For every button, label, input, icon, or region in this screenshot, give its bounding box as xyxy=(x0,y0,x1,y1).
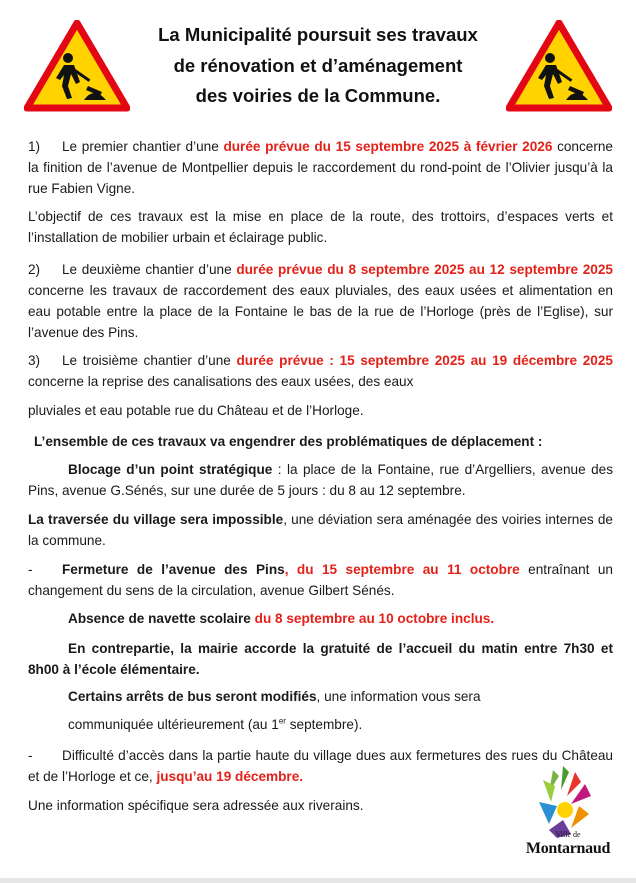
text: Difficulté d’accès dans la partie haute du village dues aux fermetures des rues du Château et de l’Horloge et ce, xyxy=(28,748,613,784)
date-highlight: durée prévue : 15 septembre 2025 au 19 décembre 2025 xyxy=(236,353,613,368)
text: En contrepartie, la mairie accorde la gratuité de l’accueil du matin entre 7h30 et 8h00 à l’école élémentaire. xyxy=(28,641,613,677)
text: communiquée ultérieurement (au 1 xyxy=(68,717,279,732)
text: septembre). xyxy=(285,717,363,732)
list-dash: - xyxy=(28,562,33,577)
paragraph-3 xyxy=(28,350,613,392)
bold-text: Certains arrêts de bus seront modifiés xyxy=(68,689,317,704)
bus-paragraph xyxy=(28,686,613,707)
logo-caption: Montarnaud xyxy=(525,840,611,857)
paragraph-3b: pluviales et eau potable rue du Château et de l’Horloge. xyxy=(28,403,364,418)
blocage-paragraph xyxy=(28,459,613,501)
date-highlight: du 8 septembre au 10 octobre inclus. xyxy=(250,611,495,626)
item-number: 3) xyxy=(28,353,41,368)
text: entraînant un changement du sens de la circulation, avenue Gilbert Sénés. xyxy=(28,562,613,598)
paragraph-1b: L’objectif de ces travaux est la mise en place de la route, des trottoirs, d’espaces verts et l’installation de mobilier urbain et éclairage public. xyxy=(28,209,613,245)
text: Le premier chantier d’une xyxy=(62,139,224,154)
difficulte-paragraph xyxy=(28,745,613,787)
bus-paragraph-2 xyxy=(28,714,613,735)
text: , une information vous sera xyxy=(316,689,481,704)
text: Le deuxième chantier d’une xyxy=(62,262,237,277)
item-number: 2) xyxy=(28,262,41,277)
bold-text: La traversée du village sera impossible xyxy=(28,512,284,527)
list-dash: - xyxy=(28,748,33,763)
text: , une déviation sera aménagée des voiries internes de la commune. xyxy=(28,512,613,548)
paragraph-1 xyxy=(28,136,613,199)
roadworks-sign-icon xyxy=(24,20,130,112)
section-heading: L’ensemble de ces travaux va engendrer des problématiques de déplacement : xyxy=(34,434,543,449)
date-highlight: durée prévue du 15 septembre 2025 à février 2026 xyxy=(223,139,553,154)
bold-text: Absence de navette scolaire xyxy=(68,611,251,626)
text: : la place de la Fontaine, rue d’Argelliers, avenue des Pins, avenue G.Sénés, sur une durée de 5 jours : du 8 au 12 septembre. xyxy=(28,462,614,498)
text: concerne la finition de l’avenue de Montpellier depuis le raccordement du rond-point de l’Olivier jusqu’à la rue Fabien Vigne. xyxy=(28,139,613,196)
date-highlight: jusqu’au 19 décembre. xyxy=(156,769,304,784)
text: concerne la reprise des canalisations des eaux usées, des eaux xyxy=(28,374,414,389)
date-highlight: durée prévue du 8 septembre 2025 au 12 septembre 2025 xyxy=(236,262,613,277)
page-title xyxy=(120,20,516,112)
bottom-edge xyxy=(0,878,636,883)
bold-text: Blocage d’un point stratégique xyxy=(68,462,273,477)
contrepartie-paragraph xyxy=(28,638,613,680)
roadworks-sign-icon xyxy=(506,20,612,112)
text: concerne les travaux de raccordement des eaux pluviales, des eaux usées et alimentation en eau potable entre la place de la Fontaine le bas de la rue de l’Horloge (près de l’Eglise), sur l’avenue des Pins. xyxy=(28,283,613,340)
traversee-paragraph xyxy=(28,509,613,551)
bold-text: Fermeture de l’avenue des Pins xyxy=(62,562,285,577)
item-number: 1) xyxy=(28,139,41,154)
info-paragraph: Une information spécifique sera adressée aux riverains. xyxy=(28,798,364,813)
date-highlight: , du 15 septembre au 11 octobre xyxy=(284,562,520,577)
superscript: er xyxy=(278,716,286,726)
title-line: La Municipalité poursuit ses travaux xyxy=(158,24,478,45)
navette-paragraph xyxy=(28,608,613,629)
title-line: des voiries de la Commune. xyxy=(195,85,441,106)
title-line: de rénovation et d’aménagement xyxy=(173,54,463,76)
text: Le troisième chantier d’une xyxy=(62,353,237,368)
paragraph-2 xyxy=(28,259,613,343)
logo-caption-small: Ville de xyxy=(555,830,581,839)
fermeture-paragraph xyxy=(28,559,613,601)
